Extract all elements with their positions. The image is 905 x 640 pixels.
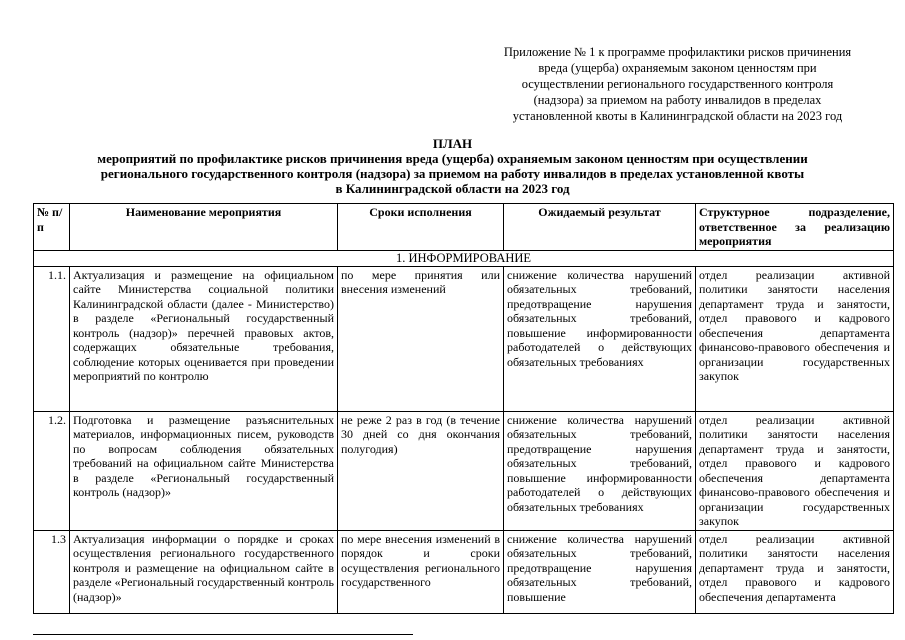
footnote-rule (33, 634, 413, 635)
appendix-line: Приложение № 1 к программе профилактики рисков причинения (503, 45, 852, 59)
row-deadline: по мере принятия или внесения изменений (338, 266, 504, 411)
section-title: 1. ИНФОРМИРОВАНИЕ (34, 250, 894, 266)
title-line: в Калининградской области на 2023 год (335, 181, 570, 196)
appendix-note (470, 44, 885, 124)
row-activity: Актуализация информации о порядке и сроках осуществления регионального государственного контроля и размещение на официальном сайте в разделе «Региональный государственный контроль (надзор)» (70, 530, 338, 613)
appendix-line: установленной квоты в Калининградской области на 2023 год (512, 109, 843, 123)
row-activity: Подготовка и размещение разъяснительных материалов, информационных писем, руководств по вопросам соблюдения обязательных требований на официальном сайте Министерства в разделе «Региональный государственный контроль (надзор)» (70, 411, 338, 530)
appendix-line: (надзора) за приемом на работу инвалидов в пределах (533, 93, 822, 107)
row-result: снижение количества нарушений обязательных требований, предотвращение нарушения обязательных требований, повышение (504, 530, 696, 613)
header-deadline: Сроки исполнения (338, 204, 504, 251)
row-department: отдел реализации активной политики занятости населения департамент труда и занятости, отдел правового и кадрового обеспечения департамента финансово-правового обеспечения и организации государственных закупок (696, 266, 894, 411)
row-activity: Актуализация и размещение на официальном сайте Министерства социальной политики Калининградской области (далее - Министерство) в разделе «Региональный государственный контроль (надзор)» перечней правовых актов, содержащих обязательные требования, соблюдение которых оценивается при проведении мероприятий по контролю (70, 266, 338, 411)
plan-table (33, 203, 894, 614)
row-deadline: по мере внесения изменений в порядок и сроки осуществления регионального государственного (338, 530, 504, 613)
header-number: № п/п (34, 204, 70, 251)
table-header-row (34, 204, 894, 251)
row-number: 1.2. (34, 411, 70, 530)
row-result: снижение количества нарушений обязательных требований, предотвращение нарушения обязательных требований, повышение информированности работодателей о действующих обязательных требованиях (504, 266, 696, 411)
title-main: ПЛАН (432, 136, 473, 151)
row-department: отдел реализации активной политики занятости населения департамент труда и занятости, отдел правового и кадрового обеспечения департамента (696, 530, 894, 613)
appendix-line: вреда (ущерба) охраняемым законом ценностям при (538, 61, 817, 75)
row-result: снижение количества нарушений обязательных требований, предотвращение нарушения обязательных требований, повышение информированности работодателей о действующих обязательных требованиях (504, 411, 696, 530)
document-title (0, 136, 905, 196)
table-row (34, 530, 894, 613)
table-row (34, 266, 894, 411)
row-deadline: не реже 2 раз в год (в течение 30 дней со дня окончания полугодия) (338, 411, 504, 530)
title-line: мероприятий по профилактике рисков причинения вреда (ущерба) охраняемым законом ценностям при осуществлении (97, 151, 808, 166)
header-activity: Наименование мероприятия (70, 204, 338, 251)
title-line: регионального государственного контроля (надзора) за приемом на работу инвалидов в пределах установленной квоты (100, 166, 805, 181)
section-row (34, 250, 894, 266)
table-row (34, 411, 894, 530)
header-department: Структурное подразделение, ответственное за реализацию мероприятия (696, 204, 894, 251)
header-result: Ожидаемый результат (504, 204, 696, 251)
row-number: 1.3 (34, 530, 70, 613)
row-number: 1.1. (34, 266, 70, 411)
row-department: отдел реализации активной политики занятости населения департамент труда и занятости, отдел правового и кадрового обеспечения департамента финансово-правового обеспечения и организации государственных закупок (696, 411, 894, 530)
appendix-line: осуществлении регионального государственного контроля (521, 77, 834, 91)
